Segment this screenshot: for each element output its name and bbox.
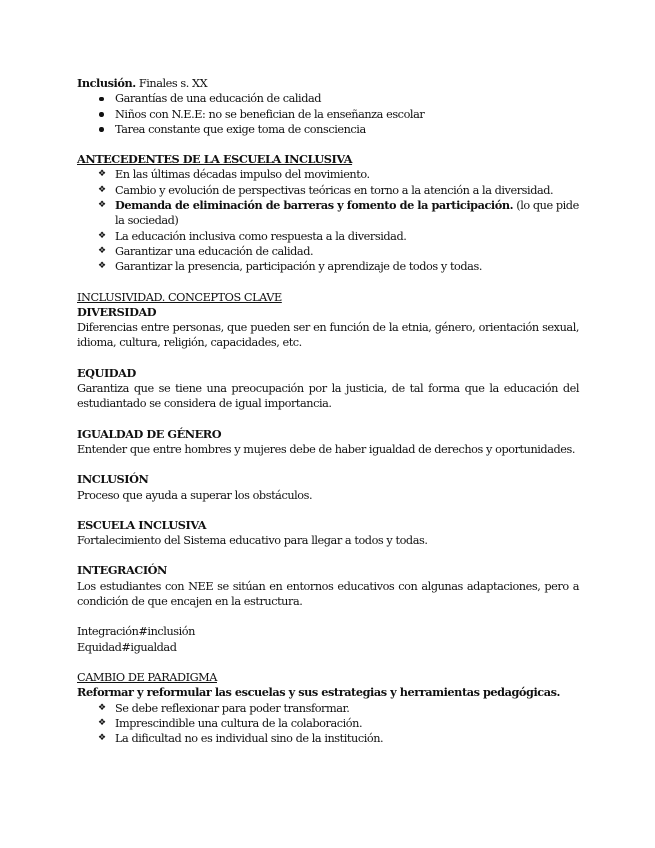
diamond-bullet-icon: ❖	[98, 245, 107, 256]
concept-heading-inclusion: INCLUSIÓN	[77, 472, 149, 487]
list-item	[77, 701, 579, 716]
list-item	[77, 259, 579, 274]
list-item	[77, 229, 579, 244]
list-item: Tarea constante que exige toma de consciencia	[77, 122, 579, 137]
note-integracion: Integración#inclusión	[77, 625, 195, 639]
list-item-text: La dificultad no es individual sino de la institución.	[115, 732, 384, 746]
list-item-bold-text: Demanda de eliminación de barreras y fomento de la participación.	[115, 198, 514, 213]
list-item-text: Imprescindible una cultura de la colaboración.	[115, 716, 363, 730]
antecedentes-list	[77, 167, 579, 274]
concept-text-equidad: Garantiza que se tiene una preocupación por la justicia, de tal forma que la educación del estudiantado se considera de igual importancia.	[77, 382, 579, 411]
list-item-text: Garantizar la presencia, participación y aprendizaje de todos y todas.	[115, 260, 482, 274]
diamond-bullet-icon: ❖	[98, 184, 107, 195]
concept-text-diversidad: Diferencias entre personas, que pueden ser en función de la etnia, género, orientación sexual, idioma, cultura, religión, capacidades, etc.	[77, 321, 579, 350]
list-item: Niños con N.E.E: no se benefician de la enseñanza escolar	[77, 107, 579, 122]
diamond-bullet-icon: ❖	[98, 261, 107, 272]
list-item: Garantías de una educación de calidad	[77, 91, 579, 106]
intro-heading: Inclusión.	[77, 76, 136, 90]
concept-heading-escuela: ESCUELA INCLUSIVA	[77, 517, 207, 532]
list-item-text: Garantizar una educación de calidad.	[115, 244, 314, 258]
list-item	[77, 167, 579, 182]
intro-line	[77, 76, 579, 91]
concept-text-escuela: Fortalecimiento del Sistema educativo para llegar a todos y todas.	[77, 534, 428, 548]
list-item-text: La educación inclusiva como respuesta a la diversidad.	[115, 229, 407, 243]
list-item	[77, 198, 579, 229]
concept-heading-equidad: EQUIDAD	[77, 365, 136, 380]
list-item	[77, 731, 579, 746]
concept-heading-diversidad: DIVERSIDAD	[77, 304, 157, 319]
cambio-subtitle: Reformar y reformular las escuelas y sus estrategias y herramientas pedagógicas.	[77, 685, 560, 700]
concept-heading-integracion: INTEGRACIÓN	[77, 563, 167, 578]
diamond-bullet-icon: ❖	[98, 200, 107, 211]
list-item-text: En las últimas décadas impulso del movimiento.	[115, 168, 370, 182]
diamond-bullet-icon: ❖	[98, 733, 107, 744]
section-title-antecedentes: ANTECEDENTES DE LA ESCUELA INCLUSIVA	[77, 152, 353, 167]
intro-list	[77, 91, 579, 137]
list-item	[77, 244, 579, 259]
diamond-bullet-icon: ❖	[98, 230, 107, 241]
list-item-text: Cambio y evolución de perspectivas teóricas en torno a la atención a la diversidad.	[115, 183, 554, 197]
list-item-text: Se debe reflexionar para poder transformar.	[115, 701, 350, 715]
section-title-conceptos: INCLUSIVIDAD. CONCEPTOS CLAVE	[77, 290, 282, 304]
section-title-cambio: CAMBIO DE PARADIGMA	[77, 670, 217, 684]
concept-heading-igualdad: IGUALDAD DE GÉNERO	[77, 426, 222, 441]
diamond-bullet-icon: ❖	[98, 717, 107, 728]
document-page	[77, 76, 579, 746]
note-equidad: Equidad#igualdad	[77, 640, 177, 654]
list-item	[77, 183, 579, 198]
list-item-text: (lo que pide la sociedad)	[115, 199, 579, 228]
list-item	[77, 716, 579, 731]
intro-tail: Finales s. XX	[135, 77, 208, 90]
diamond-bullet-icon: ❖	[98, 702, 107, 713]
diamond-bullet-icon: ❖	[98, 169, 107, 180]
concept-text-integracion: Los estudiantes con NEE se sitúan en entornos educativos con algunas adaptaciones, pero a condición de que encajen en la estructura.	[77, 579, 579, 609]
concept-text-igualdad: Entender que entre hombres y mujeres debe de haber igualdad de derechos y oportunidades.	[77, 442, 576, 456]
cambio-list	[77, 701, 579, 747]
concept-text-inclusion: Proceso que ayuda a superar los obstáculos.	[77, 488, 313, 502]
